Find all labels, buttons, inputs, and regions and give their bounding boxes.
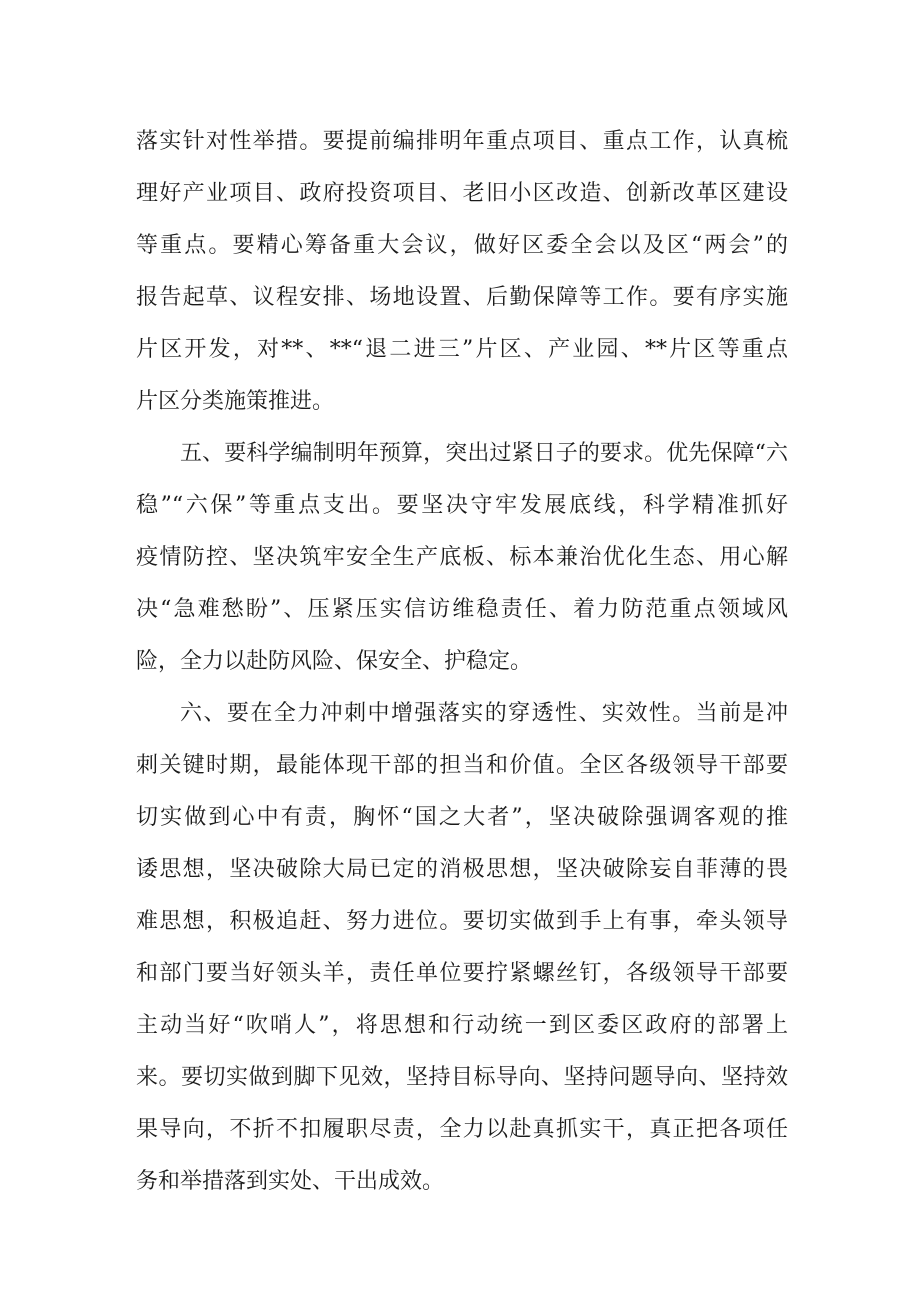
document-body: [136, 116, 788, 1208]
text-line: 报告起草、议程安排、场地设置、后勤保障等工作。要有序实施: [136, 285, 788, 310]
text-line: 主动当好“吹哨人”，将思想和行动统一到区委区政府的部署上: [136, 1013, 788, 1038]
text-line: 片区分类施策推进。: [136, 389, 335, 414]
text-line: 落实针对性举措。要提前编排明年重点项目、重点工作，认真梳: [136, 129, 788, 154]
text-line: 六、要在全力冲刺中增强落实的穿透性、实效性。当前是冲: [180, 701, 788, 726]
text-line: 等重点。要精心筹备重大会议，做好区委全会以及区“两会”的: [136, 233, 788, 258]
text-line: 疫情防控、坚决筑牢安全生产底板、标本兼治优化生态、用心解: [136, 545, 788, 570]
text-line: 理好产业项目、政府投资项目、老旧小区改造、创新改革区建设: [136, 181, 788, 206]
text-line: 来。要切实做到脚下见效，坚持目标导向、坚持问题导向、坚持效: [136, 1065, 788, 1090]
text-line: 刺关键时期，最能体现干部的担当和价值。全区各级领导干部要: [136, 753, 788, 778]
text-line: 稳”“六保”等重点支出。要坚决守牢发展底线，科学精准抓好: [136, 493, 788, 518]
text-line: 果导向，不折不扣履职尽责，全力以赴真抓实干，真正把各项任: [136, 1117, 788, 1142]
text-line: 难思想，积极追赶、努力进位。要切实做到手上有事，牵头领导: [136, 909, 788, 934]
text-line: 五、要科学编制明年预算，突出过紧日子的要求。优先保障“六: [180, 441, 788, 466]
text-line: 切实做到心中有责，胸怀“国之大者”，坚决破除强调客观的推: [136, 805, 788, 830]
paragraph-section-six: [136, 688, 788, 1208]
paragraph-section-five: [136, 428, 788, 688]
text-line: 决“急难愁盼”、压紧压实信访维稳责任、着力防范重点领域风: [136, 597, 788, 622]
text-line: 和部门要当好领头羊，责任单位要拧紧螺丝钉，各级领导干部要: [136, 961, 788, 986]
text-line: 片区开发，对**、**“退二进三”片区、产业园、**片区等重点: [136, 337, 788, 362]
text-line: 险，全力以赴防风险、保安全、护稳定。: [136, 649, 533, 674]
paragraph-continuation: [136, 116, 788, 428]
text-line: 务和举措落到实处、干出成效。: [136, 1169, 445, 1194]
text-line: 诿思想，坚决破除大局已定的消极思想，坚决破除妄自菲薄的畏: [136, 857, 788, 882]
